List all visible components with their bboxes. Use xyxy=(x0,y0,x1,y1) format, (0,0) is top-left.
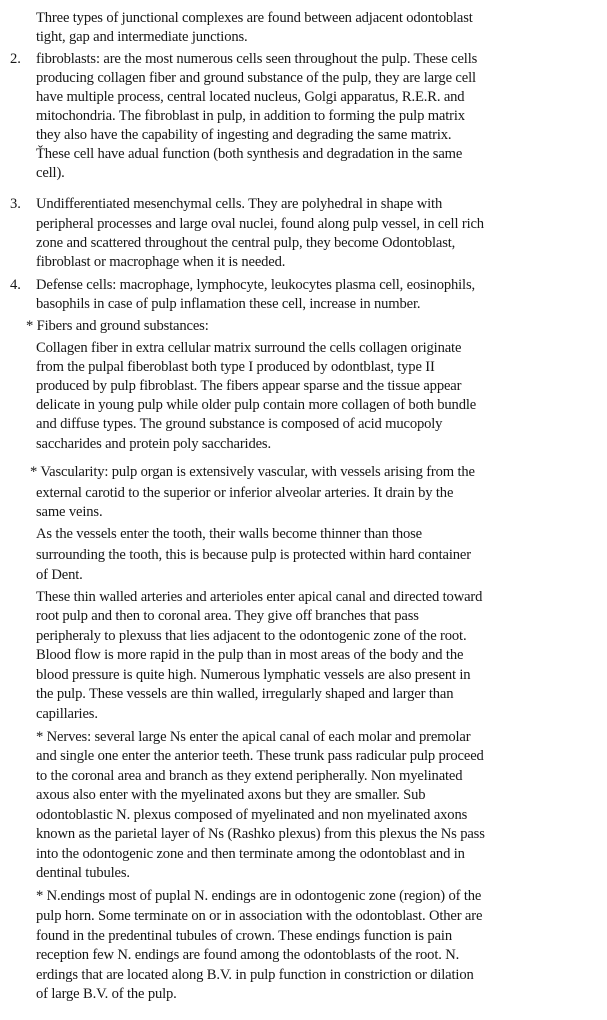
endings-line-3: found in the predentinal tubules of crown. These endings function is pain xyxy=(36,928,452,944)
list-item-3-line-4: fibroblast or macrophage when it is needed. xyxy=(36,254,286,270)
list-item-3-line-2: peripheral processes and large oval nuclei, found along pulp vessel, in cell rich xyxy=(36,216,484,232)
vascularity-line-6: of Dent. xyxy=(36,567,83,583)
fibers-line-3: produced by pulp fibroblast. The fibers appear sparse and the tissue appear xyxy=(36,378,462,394)
nerves-line-8: dentinal tubules. xyxy=(36,865,130,881)
vascularity-line-12: the pulp. These vessels are thin walled, irregularly shaped and larger than xyxy=(36,686,454,702)
vascularity-line-7: These thin walled arteries and arterioles enter apical canal and directed toward xyxy=(36,589,483,605)
nerves-heading-line: * Nerves: several large Ns enter the apical canal of each molar and premolar xyxy=(36,729,471,745)
fibers-line-4: delicate in young pulp while older pulp contain more collagen of both bundle xyxy=(36,397,477,413)
list-item-2-line-5: they also have the capability of ingesting and degrading the same matrix. xyxy=(36,127,452,143)
fibers-line-1: Collagen fiber in extra cellular matrix surround the cells collagen originate xyxy=(36,340,462,356)
vascularity-line-5: surrounding the tooth, this is because pulp is protected within hard container xyxy=(36,547,471,563)
nerves-line-3: to the coronal area and branch as they extend peripherally. Non myelinated xyxy=(36,768,463,784)
fibers-line-2: from the pulpal fiberoblast both type I produced by odontblast, type II xyxy=(36,359,435,375)
vascularity-heading-line: * Vascularity: pulp organ is extensively vascular, with vessels arising from the xyxy=(30,464,475,480)
vascularity-line-3: same veins. xyxy=(36,504,103,520)
list-item-2-line-3: have multiple process, central located nucleus, Golgi apparatus, R.E.R. and xyxy=(36,89,465,105)
endings-heading-line: * N.endings most of puplal N. endings are in odontogenic zone (region) of the xyxy=(36,888,482,904)
list-item-2-line-2: producing collagen fiber and ground substance of the pulp, they are large cell xyxy=(36,70,476,86)
list-number-3: 3. xyxy=(10,196,21,212)
fibers-line-5: and diffuse types. The ground substance is composed of acid mucopoly xyxy=(36,416,443,432)
vascularity-line-13: capillaries. xyxy=(36,706,98,722)
list-item-2-line-7: cell). xyxy=(36,165,65,181)
vascularity-line-2: external carotid to the superior or inferior alveolar arteries. It drain by the xyxy=(36,485,454,501)
list-item-2-line-1: fibroblasts: are the most numerous cells seen throughout the pulp. These cells xyxy=(36,51,478,67)
endings-line-2: pulp horn. Some terminate on or in association with the odontoblast. Other are xyxy=(36,908,483,924)
list-item-2-line-4: mitochondria. The fibroblast in pulp, in addition to forming the pulp matrix xyxy=(36,108,465,124)
vascularity-line-11: blood pressure is quite high. Numerous lymphatic vessels are also present in xyxy=(36,667,471,683)
vascularity-line-4: As the vessels enter the tooth, their walls become thinner than those xyxy=(36,526,423,542)
nerves-line-2: and single one enter the anterior teeth. These trunk pass radicular pulp proceed xyxy=(36,748,484,764)
endings-line-5: erdings that are located along B.V. in pulp function in constriction or dilation xyxy=(36,967,474,983)
intro-line-2: tight, gap and intermediate junctions. xyxy=(36,29,248,45)
vascularity-line-8: root pulp and then to coronal area. They give off branches that pass xyxy=(36,608,419,624)
nerves-line-7: into the odontogenic zone and then terminate among the odontoblast and in xyxy=(36,846,465,862)
list-item-3-line-1: Undifferentiated mesenchymal cells. They are polyhedral in shape with xyxy=(36,196,443,212)
nerves-line-5: odontoblastic N. plexus composed of myelinated and non myelinated axons xyxy=(36,807,468,823)
vascularity-line-10: Blood flow is more rapid in the pulp than in most areas of the body and the xyxy=(36,647,464,663)
vascularity-line-9: peripheraly to plexuss that lies adjacent to the odontogenic zone of the root. xyxy=(36,628,467,644)
intro-line-1: Three types of junctional complexes are found between adjacent odontoblast xyxy=(36,10,473,26)
list-item-2-line-6: Ťhese cell have adual function (both synthesis and degradation in the same xyxy=(36,146,463,162)
nerves-line-4: axous also enter with the myelinated axons but they are smaller. Sub xyxy=(36,787,426,803)
list-item-4-line-1: Defense cells: macrophage, lymphocyte, leukocytes plasma cell, eosinophils, xyxy=(36,277,475,293)
fibers-line-6: saccharides and protein poly saccharides. xyxy=(36,436,271,452)
nerves-line-6: known as the parietal layer of Ns (Rashko plexus) from this plexus the Ns pass xyxy=(36,826,485,842)
list-item-3-line-3: zone and scattered throughout the central pulp, they become Odontoblast, xyxy=(36,235,456,251)
endings-line-6: of large B.V. of the pulp. xyxy=(36,986,177,1002)
list-number-2: 2. xyxy=(10,51,21,67)
list-item-4-line-2: basophils in case of pulp inflamation these cell, increase in number. xyxy=(36,296,421,312)
endings-line-4: reception few N. endings are found among the odontoblasts of the root. N. xyxy=(36,947,460,963)
fibers-heading: * Fibers and ground substances: xyxy=(26,318,209,334)
list-number-4: 4. xyxy=(10,277,21,293)
